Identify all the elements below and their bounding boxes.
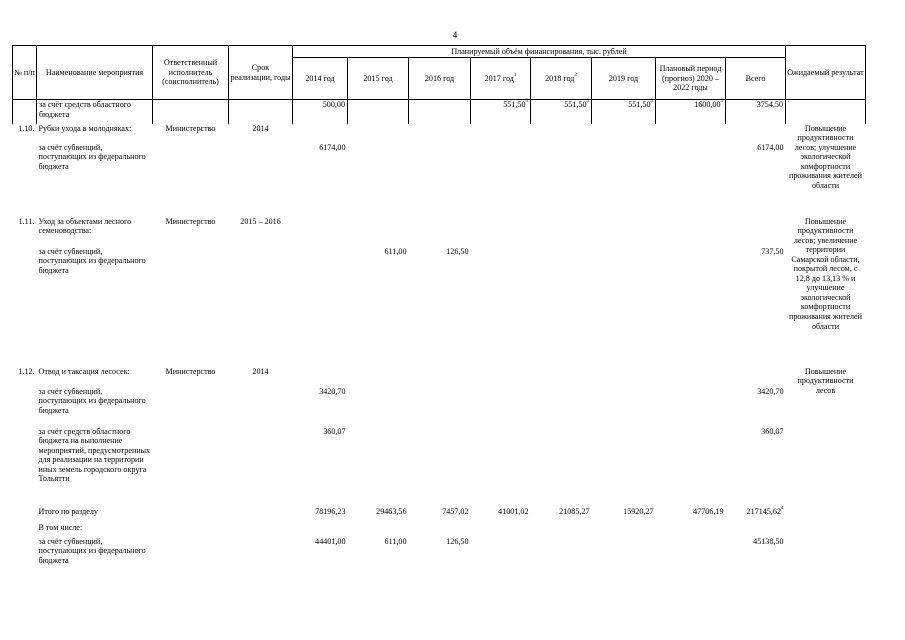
row-value: [409, 537, 471, 566]
row-value: [531, 367, 592, 387]
row-number: 1.11.: [18, 216, 35, 226]
value-text: 126,50: [446, 246, 469, 256]
value-footnote: 3: [650, 99, 653, 104]
row-name: Итого по разделу: [38, 506, 98, 516]
row-value: [348, 523, 409, 537]
row-expected-result: Повышение продуктивности лесов; улучшение экологической комфортности проживания жителей области: [789, 123, 862, 190]
row-value: [409, 124, 471, 143]
value-footnote: 3: [525, 99, 528, 104]
value-text: 611,00: [384, 246, 407, 256]
value-text: 47706,19: [693, 506, 724, 516]
row-value: [293, 247, 348, 367]
row-term: [229, 100, 293, 124]
value-text: 44401,00: [315, 536, 346, 546]
row-term: [229, 143, 293, 217]
value-text: 551,50: [503, 100, 526, 109]
row-expected-result: [786, 523, 866, 537]
row-responsible: [153, 247, 229, 367]
row-name: за счёт субвенций, поступающих из федерального бюджета: [38, 246, 146, 275]
row-value: [531, 247, 592, 367]
row-value: [531, 523, 592, 537]
row-responsible: Министерство: [165, 216, 216, 226]
row-value: [592, 124, 656, 143]
row-number: [13, 507, 37, 523]
row-value: [656, 217, 726, 247]
value-text: 551,50: [564, 100, 587, 109]
header-funding: Планируемый объём финансирования, тыс. рублей: [293, 46, 786, 58]
table-row: [13, 427, 866, 507]
row-responsible: [153, 100, 229, 124]
table-row: [13, 523, 866, 537]
row-responsible: [153, 143, 229, 217]
value-text: 41001,02: [498, 506, 529, 516]
row-value: [409, 217, 471, 247]
row-value: [293, 100, 348, 124]
row-value: [293, 217, 348, 247]
row-value: [531, 387, 592, 427]
row-value: [471, 427, 531, 507]
row-number: [13, 387, 37, 427]
value-footnote: 3: [720, 99, 723, 104]
row-value: [293, 387, 348, 427]
header-name: Наименование мероприятия: [37, 46, 153, 100]
value-text: 45138,50: [753, 536, 784, 546]
row-value: [656, 143, 726, 217]
row-value: [726, 217, 786, 247]
row-value: [293, 124, 348, 143]
row-value: [726, 387, 786, 427]
row-value: [471, 247, 531, 367]
row-value: [409, 247, 471, 367]
row-value: [656, 507, 726, 523]
table-body: [13, 100, 866, 566]
row-term: [229, 523, 293, 537]
table-row: [13, 247, 866, 367]
row-value: [726, 100, 786, 124]
row-value: [293, 523, 348, 537]
row-term: [229, 387, 293, 427]
row-value: [656, 247, 726, 367]
row-value: [726, 367, 786, 387]
row-expected-result: [786, 100, 866, 124]
row-value: [726, 247, 786, 367]
row-value: [656, 523, 726, 537]
value-text: 21085,27: [559, 506, 590, 516]
value-text: 500,00: [322, 100, 345, 109]
table-row: [13, 124, 866, 143]
header-year: 2017 год$^1$: [471, 58, 531, 100]
row-value: [726, 124, 786, 143]
row-value: [531, 217, 592, 247]
row-value: [348, 507, 409, 523]
row-value: [592, 427, 656, 507]
table-row: [13, 367, 866, 387]
row-value: [348, 100, 409, 124]
row-name: за счёт субвенций, поступающих из федерального бюджета: [38, 536, 146, 565]
row-value: [656, 537, 726, 566]
row-value: [471, 143, 531, 217]
row-value: [348, 537, 409, 566]
row-value: [348, 367, 409, 387]
row-value: [531, 537, 592, 566]
value-text: 6174,00: [319, 142, 346, 152]
row-expected-result: Повышение продуктивности лесов; увеличение территории Самарской области, покрытой лесом, с 12,8 до 13,13 % и улучшение экологической комфортности проживания жителей области: [789, 216, 862, 331]
row-term: 2015 – 2016: [240, 216, 281, 226]
row-term: 2014: [252, 366, 269, 376]
table-row: [13, 537, 866, 566]
row-term: 2014: [252, 123, 269, 133]
row-value: [592, 247, 656, 367]
row-name: за счёт субвенций, поступающих из федерального бюджета: [38, 386, 146, 415]
row-responsible: [153, 387, 229, 427]
value-footnote: 4: [781, 505, 784, 511]
row-value: [726, 507, 786, 523]
header-term: Срок реализации, годы: [229, 46, 293, 100]
value-text: 551,50: [628, 100, 651, 109]
row-value: [471, 507, 531, 523]
row-value: [471, 537, 531, 566]
value-text: 737,50: [761, 246, 784, 256]
header-year: 2016 год: [409, 58, 471, 100]
row-value: [592, 217, 656, 247]
row-expected-result: Повышение продуктивности лесов: [797, 366, 854, 395]
row-value: [531, 100, 592, 124]
row-value: [656, 387, 726, 427]
row-value: [656, 100, 726, 124]
row-value: [592, 100, 656, 124]
row-value: [471, 217, 531, 247]
row-number: 1.10.: [18, 123, 35, 133]
row-number: [13, 143, 37, 217]
row-term: [229, 247, 293, 367]
row-term: [229, 537, 293, 566]
row-number: [13, 100, 37, 124]
table-row: [13, 217, 866, 247]
value-text: 611,00: [384, 536, 407, 546]
row-value: [348, 143, 409, 217]
row-value: [293, 143, 348, 217]
row-value: [531, 143, 592, 217]
value-text: 7457,02: [442, 506, 469, 516]
row-value: [409, 387, 471, 427]
table-row: [13, 100, 866, 124]
row-number: 1.12.: [18, 366, 35, 376]
row-value: [293, 537, 348, 566]
row-name: Отвод и таксация лесосек:: [38, 366, 130, 376]
header-responsible: Ответственный исполнитель (соисполнитель): [153, 46, 229, 100]
row-expected-result: [786, 537, 866, 566]
row-value: [409, 427, 471, 507]
value-text: 126,50: [446, 536, 469, 546]
row-name: за счёт средств областного бюджета на выполнение мероприятий, предусмотренных для реализации на территории иных земель городского округа Тольятти: [38, 426, 151, 484]
row-responsible: [153, 427, 229, 507]
row-value: [656, 427, 726, 507]
header-total: Всего: [726, 58, 786, 100]
row-value: [726, 523, 786, 537]
row-name: Уход за объектами лесного семеноводства:: [38, 216, 132, 236]
row-value: [531, 124, 592, 143]
row-value: [531, 427, 592, 507]
header-year: 2019 год: [592, 58, 656, 100]
row-value: [409, 523, 471, 537]
table-header: [13, 46, 866, 100]
row-value: [348, 427, 409, 507]
value-text: 3754,50: [756, 100, 783, 109]
row-value: [409, 100, 471, 124]
value-footnote: 3: [586, 99, 589, 104]
row-value: [592, 387, 656, 427]
funding-table: [12, 45, 866, 565]
row-value: [592, 537, 656, 566]
value-text: 6174,00: [757, 142, 784, 152]
row-name: Рубки ухода в молодняках:: [38, 123, 132, 133]
row-value: [293, 507, 348, 523]
row-value: [471, 124, 531, 143]
table-row: [13, 143, 866, 217]
value-text: 217145,62: [746, 506, 781, 516]
row-term: [229, 507, 293, 523]
value-text: 29463,56: [376, 506, 407, 516]
row-value: [592, 143, 656, 217]
row-number: [13, 247, 37, 367]
row-value: [293, 367, 348, 387]
header-year: 2014 год: [293, 58, 348, 100]
row-responsible: [153, 523, 229, 537]
row-value: [726, 427, 786, 507]
row-value: [409, 143, 471, 217]
row-value: [471, 367, 531, 387]
value-text: 3420,70: [757, 386, 784, 396]
header-num: № п/п: [13, 46, 37, 100]
row-name: за счёт субвенций, поступающих из федерального бюджета: [38, 142, 146, 171]
table-row: [13, 387, 866, 427]
row-value: [592, 367, 656, 387]
row-responsible: [153, 507, 229, 523]
row-term: [229, 427, 293, 507]
row-expected-result: [786, 507, 866, 523]
value-text: 3420,70: [319, 386, 346, 396]
row-number: [13, 537, 37, 566]
row-number: [13, 427, 37, 507]
row-expected-result: [786, 427, 866, 507]
row-value: [348, 217, 409, 247]
row-value: [348, 247, 409, 367]
value-text: 1600,00: [694, 100, 721, 109]
row-number: [13, 523, 37, 537]
table-row: [13, 507, 866, 523]
row-name: В том числе:: [38, 522, 83, 532]
row-value: [471, 100, 531, 124]
row-value: [471, 387, 531, 427]
row-responsible: [153, 537, 229, 566]
row-value: [409, 367, 471, 387]
value-text: 360,07: [761, 426, 784, 436]
row-value: [656, 124, 726, 143]
value-text: 360,07: [323, 426, 346, 436]
row-value: [592, 507, 656, 523]
row-value: [726, 143, 786, 217]
row-value: [656, 367, 726, 387]
row-name: за счёт средств областного бюджета: [37, 100, 153, 124]
row-value: [592, 523, 656, 537]
header-plan: Плановый период (прогноз) 2020 – 2022 годы: [656, 58, 726, 100]
row-responsible: Министерство: [165, 123, 216, 133]
row-value: [531, 507, 592, 523]
header-year: 2015 год: [348, 58, 409, 100]
page-number: 4: [452, 30, 458, 40]
value-text: 15920,27: [623, 506, 654, 516]
header-year: 2018 год$^2$: [531, 58, 592, 100]
row-value: [348, 387, 409, 427]
row-value: [348, 124, 409, 143]
row-value: [409, 507, 471, 523]
header-result: Ожидаемый результат: [786, 46, 866, 100]
row-value: [726, 537, 786, 566]
row-responsible: Министерство: [165, 366, 216, 376]
value-text: 78196,23: [315, 506, 346, 516]
row-value: [471, 523, 531, 537]
row-value: [293, 427, 348, 507]
